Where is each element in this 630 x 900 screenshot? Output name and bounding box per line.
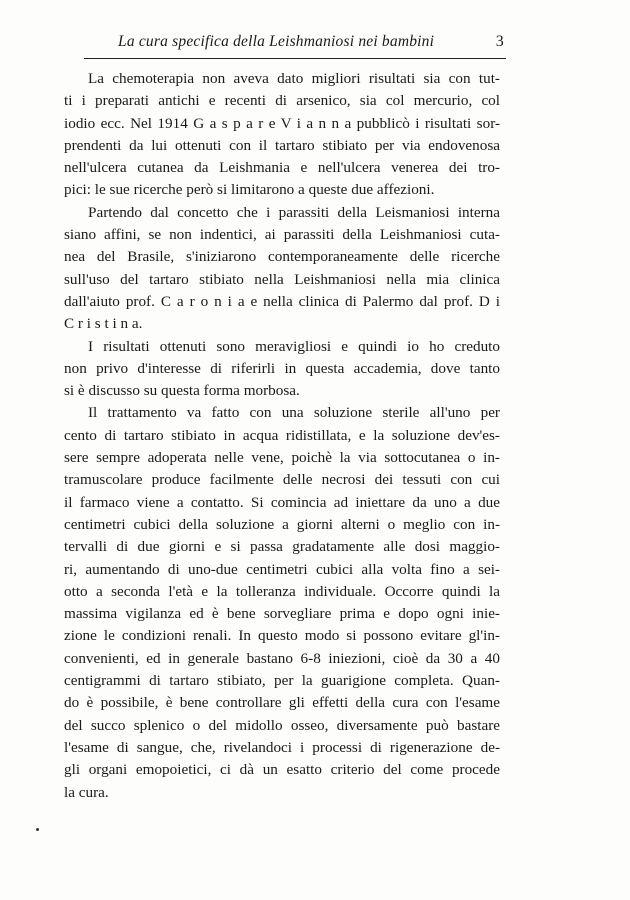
paragraph	[64, 336, 500, 403]
text-line: nell'ulcera cutanea da Leishmania e nell'ulcera venerea dei tro-	[64, 159, 500, 177]
margin-mark	[36, 828, 39, 831]
text-line: sere sempre adoperata nelle vene, poichè la via sottocutanea o in-	[64, 449, 500, 467]
text-line: zione le condizioni renali. In questo modo si possono evitare gl'in-	[64, 627, 500, 645]
paragraph	[64, 202, 500, 336]
text-line: convenienti, ed in generale bastano 6-8 iniezioni, cioè da 30 a 40	[64, 649, 500, 667]
text-line: C r i s t i n a.	[64, 315, 143, 333]
running-head	[84, 33, 504, 57]
text-line: la cura.	[64, 783, 109, 801]
text-line: iodio ecc. Nel 1914 G a s p a r e V i a n n a pubblicò i risultati sor-	[64, 114, 500, 132]
text-line: nea del Brasile, s'iniziarono contemporaneamente delle ricerche	[64, 248, 500, 266]
body-text	[64, 68, 500, 804]
text-line: prendenti da lui ottenuti con il tartaro stibiato per via endovenosa	[64, 136, 500, 154]
text-line: dall'aiuto prof. C a r o n i a e nella clinica di Palermo dal prof. D i	[64, 292, 500, 310]
paragraph	[64, 68, 500, 202]
text-line: ri, aumentando di uno-due centimetri cubici alla volta fino a sei-	[64, 560, 500, 578]
text-line: do è possibile, è bene controllare gli effetti della cura con l'esame	[64, 694, 500, 712]
text-line: tramuscolare produce facilmente delle necrosi dei tessuti con cui	[64, 471, 500, 489]
text-line: Partendo dal concetto che i parassiti della Leismaniosi interna	[88, 203, 500, 221]
text-line: Il trattamento va fatto con una soluzione sterile all'uno per	[88, 404, 500, 422]
text-line: tervalli di due giorni e si passa gradatamente alle dosi maggio-	[64, 538, 500, 556]
text-line: non privo d'interesse di riferirli in questa accademia, dove tanto	[64, 359, 500, 377]
text-line: centimetri cubici della soluzione a giorni alterni o meglio con in-	[64, 515, 500, 533]
text-line: cento di tartaro stibiato in acqua ridistillata, e la soluzione dev'es-	[64, 426, 500, 444]
header-rule	[84, 58, 506, 59]
text-line: si è discusso su questa forma morbosa.	[64, 382, 300, 400]
text-line: il farmaco viene a contatto. Si comincia ad iniettare da uno a due	[64, 493, 500, 511]
page-number: 3	[495, 33, 504, 50]
text-line: La chemoterapia non aveva dato migliori risultati sia con tut-	[88, 70, 500, 87]
running-title: La cura specifica della Leishmaniosi nei bambini	[118, 33, 435, 50]
text-line: ti i preparati antichi e recenti di arsenico, sia col mercurio, col	[64, 92, 500, 110]
text-line: I risultati ottenuti sono meravigliosi e quindi io ho creduto	[88, 337, 500, 355]
text-line: del succo splenico o del midollo osseo, diversamente può bastare	[64, 716, 500, 734]
paragraph	[64, 402, 500, 803]
text-line: sull'uso del tartaro stibiato nella Leishmaniosi nella mia clinica	[64, 270, 500, 288]
text-line: gli organi emopoietici, ci dà un esatto criterio del come procede	[64, 761, 500, 779]
text-line: l'esame di sangue, che, rivelandoci i processi di rigenerazione de-	[64, 738, 500, 756]
text-line: siano affini, se non indentici, ai parassiti della Leishmaniosi cuta-	[64, 226, 500, 244]
text-line: otto a seconda l'età e la tolleranza individuale. Occorre quindi la	[64, 582, 500, 600]
text-line: centigrammi di tartaro stibiato, per la guarigione completa. Quan-	[64, 672, 500, 690]
text-line: pici: le sue ricerche però si limitarono a queste due affezioni.	[64, 181, 435, 199]
text-line: massima vigilanza ed è bene sorvegliare prima e dopo ogni inie-	[64, 605, 500, 623]
